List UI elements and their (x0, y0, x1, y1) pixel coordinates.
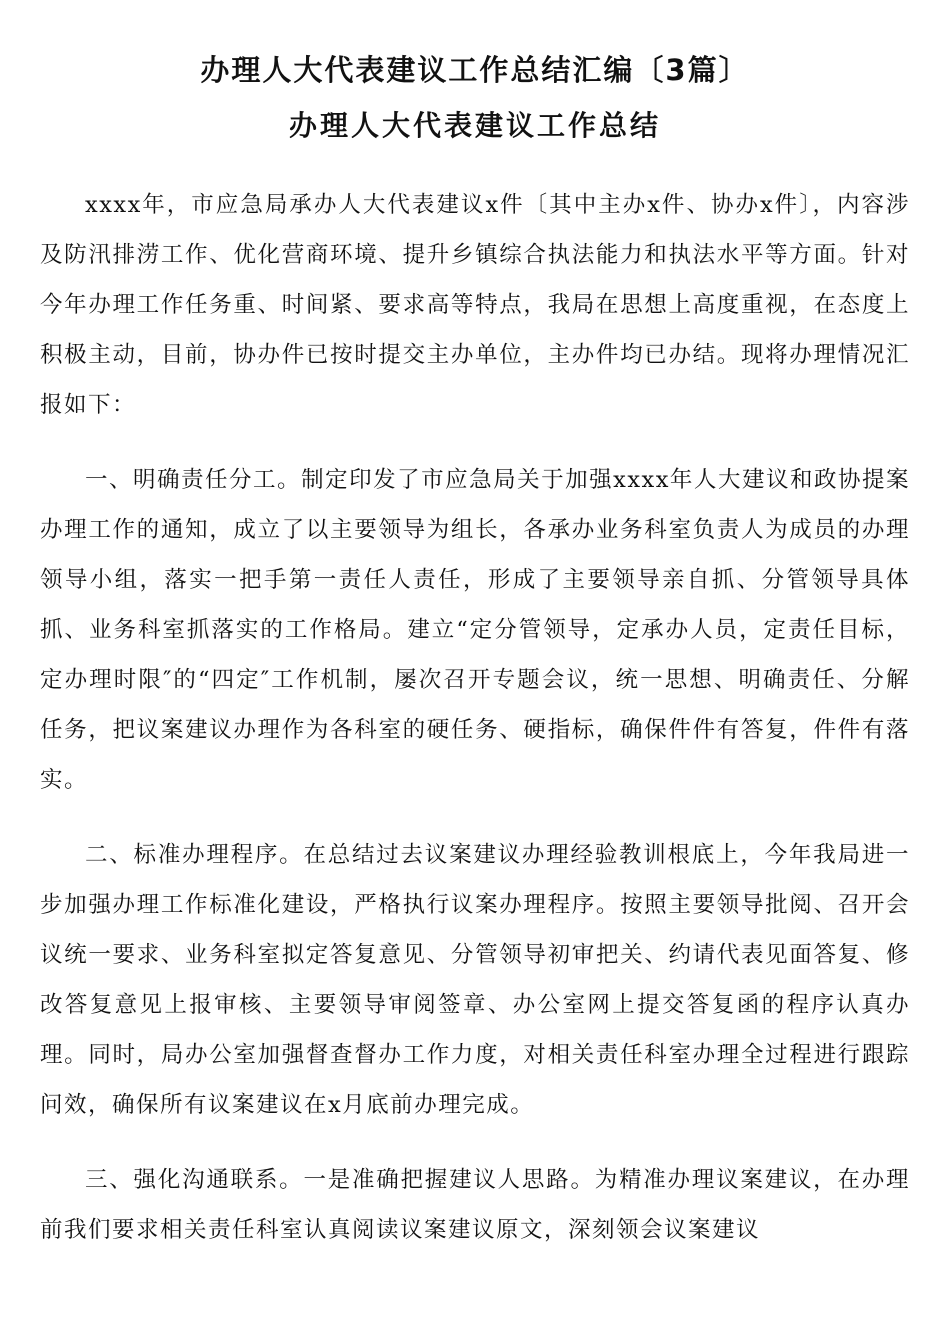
paragraph-section-3: 三、强化沟通联系。一是准确把握建议人思路。为精准办理议案建议，在办理前我们要求相关责任科室认真阅读议案建议原文，深刻领会议案建议 (40, 1167, 910, 1243)
paragraph-section-1: 一、明确责任分工。制定印发了市应急局关于加强xxxx年人大建议和政协提案办理工作的通知，成立了以主要领导为组长，各承办业务科室负责人为成员的办理领导小组，落实一把手第一责任人责任，形成了主要领导亲自抓、分管领导具体抓、业务科室抓落实的工作格局。建立“定分管领导，定承办人员，定责任目标，定办理时限″的“四定″工作机制，屡次召开专题会议，统一思想、明确责任、分解任务，把议案建议办理作为各科室的硬任务、硬指标，确保件件有答复，件件有落实。 (40, 467, 910, 793)
document-title: 办理人大代表建议工作总结汇编〔3篇〕 (200, 53, 750, 87)
paragraph-section-2: 二、标准办理程序。在总结过去议案建议办理经验教训根底上，今年我局进一步加强办理工作标准化建设，严格执行议案办理程序。按照主要领导批阅、召开会议统一要求、业务科室拟定答复意见、分管领导初审把关、约请代表见面答复、修改答复意见上报审核、主要领导审阅签章、办公室网上提交答复函的程序认真办理。同时，局办公室加强督查督办工作力度，对相关责任科室办理全过程进行跟踪问效，确保所有议案建议在x月底前办理完成。 (40, 842, 910, 1118)
document-page (40, 40, 910, 1255)
paragraph-intro: xxxx年，市应急局承办人大代表建议x件〔其中主办x件、协办x件〕，内容涉及防汛排涝工作、优化营商环境、提升乡镇综合执法能力和执法水平等方面。针对今年办理工作任务重、时间紧、要求高等特点，我局在思想上高度重视，在态度上积极主动，目前，协办件已按时提交主办单位，主办件均已办结。现将办理情况汇报如下： (40, 192, 910, 418)
document-subtitle: 办理人大代表建议工作总结 (288, 109, 661, 142)
